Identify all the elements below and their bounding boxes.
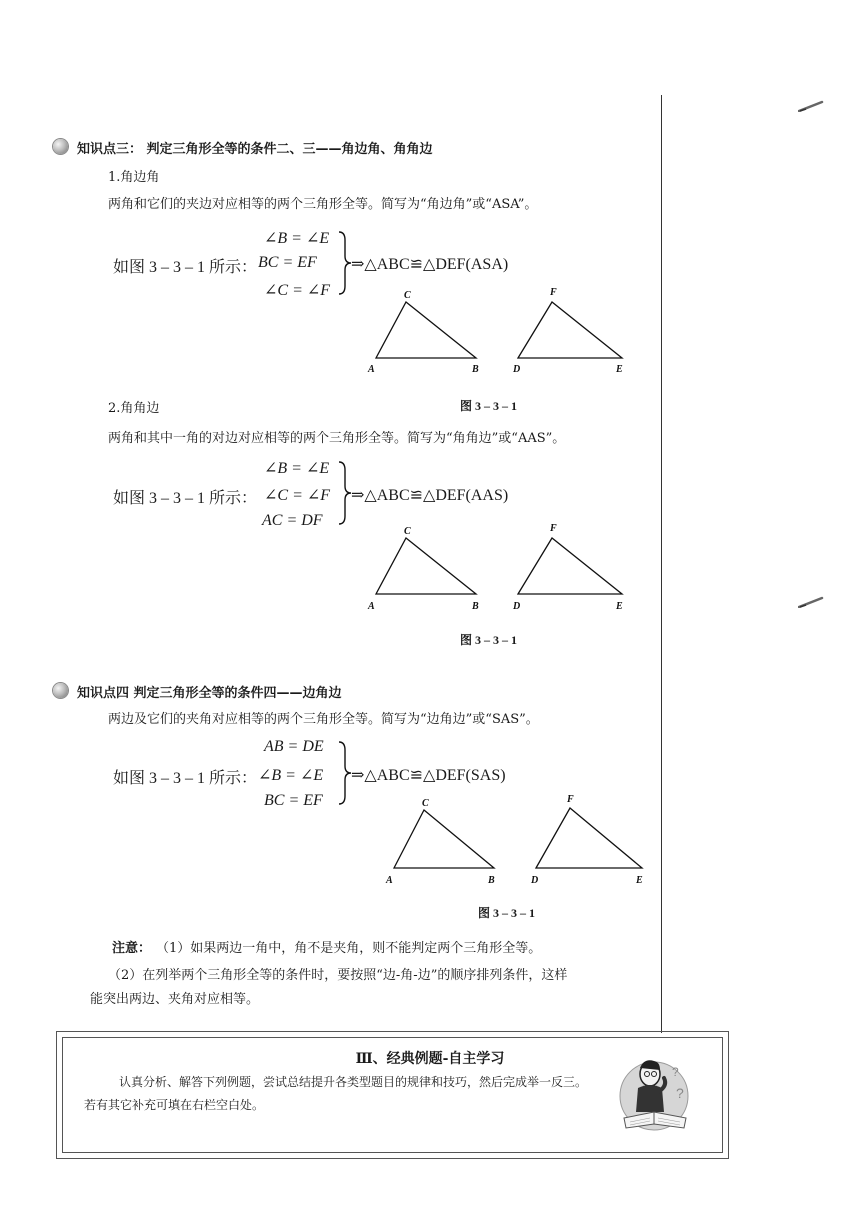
thinking-student-icon <box>614 1052 698 1142</box>
vertex-label: A <box>368 364 375 375</box>
vertex-label: B <box>488 875 495 886</box>
triangle-figure <box>366 520 636 612</box>
conclusion: ⇒△ABC≌△DEF(ASA) <box>351 256 509 273</box>
triangle-figure <box>380 792 650 886</box>
condition: AC = DF <box>262 512 323 529</box>
math-prefix: 如图 3 – 3 – 1 所示： <box>113 490 258 507</box>
vertex-label: C <box>422 798 429 809</box>
condition: BC = EF <box>264 792 323 809</box>
triangle-figure <box>366 286 636 376</box>
conclusion: ⇒△ABC≌△DEF(SAS) <box>351 767 506 784</box>
vertex-label: F <box>550 523 557 534</box>
conclusion: ⇒△ABC≌△DEF(AAS) <box>351 487 509 504</box>
math-prefix: 如图 3 – 3 – 1 所示： <box>113 259 258 276</box>
condition: ∠B = ∠E <box>264 230 330 247</box>
definition-text: 两角和其中一角的对边对应相等的两个三角形全等。简写为“角角边”或“AAS”。 <box>108 431 566 446</box>
figure-caption: 图 3 – 3 – 1 <box>460 633 518 647</box>
vertex-label: C <box>404 290 411 301</box>
vertex-label: A <box>368 601 375 612</box>
condition: AB = DE <box>264 738 324 755</box>
box-text: 认真分析、解答下列例题，尝试总结提升各类型题目的规律和技巧，然后完成举一反三。 <box>119 1075 588 1089</box>
figure-caption: 图 3 – 3 – 1 <box>478 906 536 920</box>
vertex-label: B <box>472 601 479 612</box>
vertex-label: A <box>386 875 393 886</box>
condition: ∠C = ∠F <box>264 487 331 504</box>
vertex-label: D <box>513 364 521 375</box>
section-bullet-icon <box>53 683 68 698</box>
section-heading: 知识点三： 判定三角形全等的条件二、三——角边角、角角边 <box>77 142 433 157</box>
vertex-label: E <box>616 601 623 612</box>
math-prefix: 如图 3 – 3 – 1 所示： <box>113 770 258 787</box>
subsection-title: 2.角角边 <box>108 401 160 416</box>
svg-text:?: ? <box>676 1085 684 1101</box>
vertex-label: B <box>472 364 479 375</box>
column-divider <box>661 95 662 595</box>
note-text: （1）如果两边一角中，角不是夹角，则不能判定两个三角形全等。 <box>156 941 542 956</box>
vertex-label: E <box>616 364 623 375</box>
definition-text: 两角和它们的夹边对应相等的两个三角形全等。简写为“角边角”或“ASA”。 <box>108 197 538 212</box>
vertex-label: F <box>550 287 557 298</box>
note-text: （2）在列举两个三角形全等的条件时，要按照“边-角-边”的顺序排列条件，这样 <box>108 968 568 983</box>
note-label: 注意： <box>112 941 152 956</box>
condition: ∠B = ∠E <box>258 767 324 784</box>
column-divider-lower <box>661 595 662 1033</box>
vertex-label: D <box>513 601 521 612</box>
vertex-label: E <box>636 875 643 886</box>
pen-icon <box>798 596 824 608</box>
svg-text:?: ? <box>672 1065 679 1079</box>
box-title: Ⅲ、经典例题-自主学习 <box>355 1051 505 1067</box>
section-bullet-icon <box>53 139 68 154</box>
note-text: 能突出两边、夹角对应相等。 <box>90 992 260 1007</box>
vertex-label: C <box>404 526 411 537</box>
vertex-label: D <box>531 875 539 886</box>
pen-icon <box>798 100 824 112</box>
definition-text: 两边及它们的夹角对应相等的两个三角形全等。简写为“边角边”或“SAS”。 <box>108 712 539 727</box>
box-text: 若有其它补充可填在右栏空白处。 <box>84 1098 265 1112</box>
condition: BC = EF <box>258 254 317 271</box>
section-heading: 知识点四 判定三角形全等的条件四——边角边 <box>77 686 342 701</box>
figure-caption: 图 3 – 3 – 1 <box>460 399 518 413</box>
subsection-title: 1.角边角 <box>108 170 160 185</box>
condition: ∠C = ∠F <box>264 282 331 299</box>
vertex-label: F <box>567 794 574 805</box>
condition: ∠B = ∠E <box>264 460 330 477</box>
